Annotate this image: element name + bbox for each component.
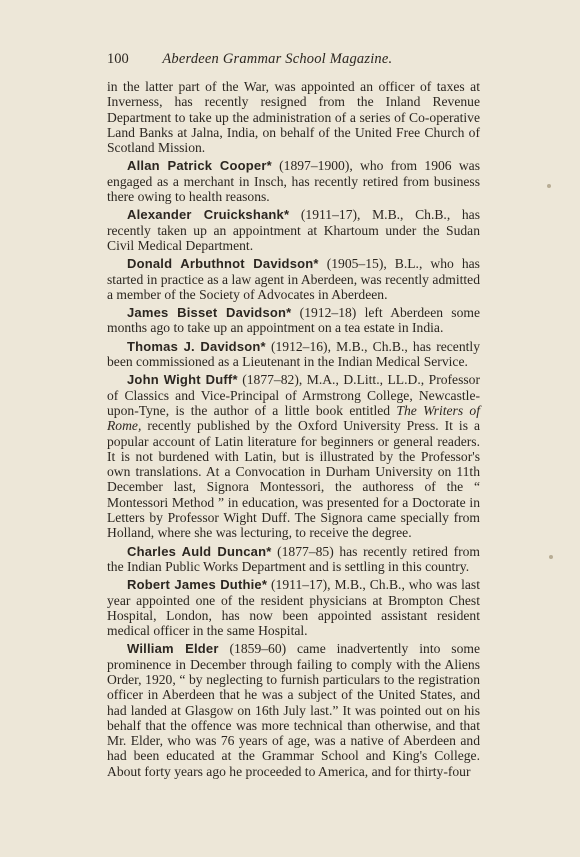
entry-name: Robert James Duthie*	[127, 577, 268, 593]
article-body	[107, 79, 480, 782]
entry-paragraph	[107, 372, 480, 540]
running-header	[107, 51, 487, 68]
entry-paragraph	[107, 641, 480, 779]
paper-speck	[549, 555, 553, 559]
entry-paragraph	[107, 158, 480, 204]
entry-text: (1905–15), B.L., who has started in practice as a law agent in Aberdeen, was recently admitted a member of the Society of Advocates in Aberdeen.	[107, 256, 480, 302]
entry-paragraph	[107, 577, 480, 638]
paper-speck	[547, 184, 551, 188]
entry-name: Allan Patrick Cooper*	[127, 158, 272, 174]
entry-name: Alexander Cruickshank*	[127, 207, 290, 223]
entry-text: (1912–16), M.B., Ch.B., has recently been commissioned as a Lieutenant in the Indian Medical Service.	[107, 338, 480, 370]
entry-text: (1859–60) came inadvertently into some prominence in December through failing to comply with the Aliens Order, 1920, “ by neglecting to furnish particulars to the registration officer in Aberdeen that he was a subject of the United States, and had landed at Glasgow on 16th July last.” It was pointed out on his behalf that the offence was more technical than otherwise, and that Mr. Elder, who was 76 years of age, was a native of Aberdeen and had been educated at the Grammar School and King's College. About forty years ago he proceeded to America, and for thirty-four	[107, 641, 480, 779]
page-number: 100	[107, 51, 129, 67]
entry-text: (1912–18) left Aberdeen some months ago to take up an appointment on a tea estate in India.	[107, 305, 480, 336]
entry-paragraph	[107, 256, 480, 302]
running-title: Aberdeen Grammar School Magazine.	[162, 51, 393, 67]
entry-text: (1911–17), M.B., Ch.B., has recently taken up an appointment at Khartoum under the Sudan Civil Medical Department.	[107, 207, 480, 253]
entry-name: Donald Arbuthnot Davidson*	[127, 256, 319, 272]
entry-text-continued: recently published by the Oxford University Press. It is a popular account of Latin literature for beginners or general readers. It is not burdened with Latin, but is illustrated by the Professor's own translations. At a Convocation in Durham University on 11th December last, Signora Montessori, the authoress of the “ Montessori Method ” in education, was presented for a Doctorate in Letters by Professor Wight Duff. The Signora came specially from Holland, where she was lecturing, to receive the degree.	[107, 418, 480, 541]
entry-name: James Bisset Davidson*	[127, 305, 292, 321]
book-title: The Writers of Rome,	[107, 402, 480, 434]
intro-paragraph: in the latter part of the War, was appointed an officer of taxes at Inverness, has recently resigned from the Inland Revenue Department to take up the administration of a series of Co-operative Land Banks at Jalna, India, on behalf of the United Free Church of Scotland Mission.	[107, 79, 480, 156]
entry-text: (1877–82), M.A., D.Litt., LL.D., Professor of Classics and Vice-Principal of Armstrong College, Newcastle-upon-Tyne, is the author of a little book entitled	[107, 372, 480, 418]
entry-name: Charles Auld Duncan*	[127, 543, 272, 559]
entry-text: (1877–85) has recently retired from the Indian Public Works Department and is settling in this country.	[107, 543, 480, 574]
entry-paragraph	[107, 305, 480, 336]
entry-text: (1897–1900), who from 1906 was engaged as a merchant in Insch, has recently retired from business there owing to health reasons.	[107, 158, 480, 205]
entry-paragraph	[107, 207, 480, 253]
entry-paragraph	[107, 544, 480, 575]
entry-text: (1911–17), M.B., Ch.B., who was last year appointed one of the resident physicians at Brompton Chest Hospital, London, has now been appointed assistant resident medical officer in the same Hospital.	[107, 577, 481, 639]
entry-name: Thomas J. Davidson*	[127, 338, 266, 354]
entry-name: John Wight Duff*	[127, 372, 238, 388]
entry-name: William Elder	[127, 641, 219, 657]
entry-paragraph	[107, 339, 480, 370]
